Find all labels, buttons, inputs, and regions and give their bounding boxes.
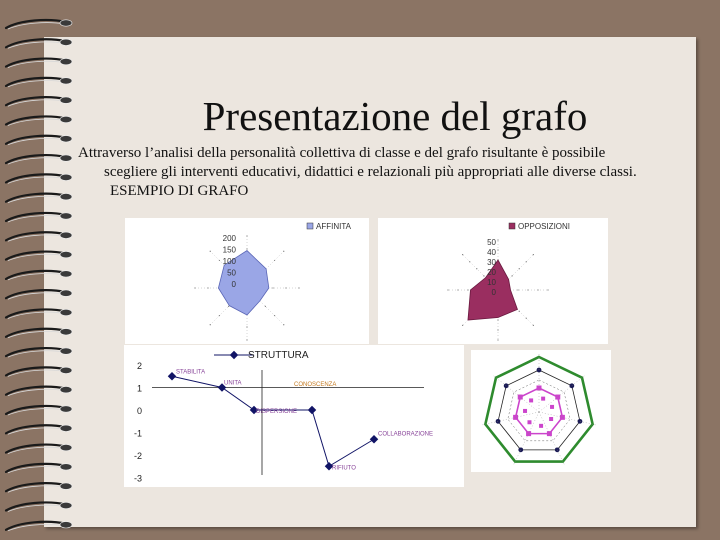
spiral-hole (60, 348, 72, 354)
spiral-hole (60, 174, 72, 180)
opposizioni-tick-label: 30 (487, 258, 496, 267)
spiral-hole (60, 425, 72, 431)
chart-opposizioni-group (447, 238, 548, 341)
spiral-hole (60, 406, 72, 412)
chart-radar-green-panel (471, 350, 611, 472)
spiral-hole (60, 367, 72, 373)
opposizioni-tick-label: 0 (491, 288, 496, 297)
affinita-tick-label: 100 (222, 257, 236, 266)
affinita-tick-label: 200 (222, 234, 236, 243)
spiral-hole (60, 116, 72, 122)
radar-green-core-point (539, 424, 543, 428)
opposizioni-tick-label: 40 (487, 248, 496, 257)
paragraph-line-1: Attraverso l’analisi della personalità collettiva di classe e del grafo risultante è possibile (78, 145, 606, 161)
legend-marker-struttura (230, 351, 238, 359)
radar-green-core-point (523, 409, 527, 413)
struttura-ytick-label: -2 (133, 451, 142, 461)
radar-green-core-point (541, 397, 545, 401)
spiral-hole (60, 136, 72, 142)
opposizioni-grid-dot (517, 289, 518, 290)
chart-affinita (125, 218, 369, 344)
struttura-ytick-label: 0 (136, 406, 142, 416)
paragraph-line-2: scegliere gli interventi educativi, didattici e relazionali più appropriati alle diverse classi. (104, 164, 637, 180)
struttura-point (308, 406, 316, 414)
spiral-hole (60, 78, 72, 84)
spiral-hole (60, 213, 72, 219)
slide-body (78, 144, 688, 201)
struttura-ytick-label: 1 (136, 383, 142, 394)
opposizioni-tick-label: 10 (487, 278, 496, 287)
struttura-point-label: STABILITA (176, 369, 206, 376)
spiral-hole (60, 309, 72, 315)
spiral-hole (60, 502, 72, 508)
affinita-tick-label: 0 (231, 280, 236, 289)
affinita-grid-dot (272, 287, 273, 288)
struttura-point-label: COLLABORAZIONE (378, 431, 434, 438)
spiral-hole (60, 155, 72, 161)
opposizioni-tick-label: 50 (487, 238, 496, 247)
affinita-tick-label: 50 (227, 268, 236, 278)
radar-green-core-point (549, 417, 553, 421)
struttura-ytick-label: -1 (133, 428, 142, 439)
chart-opposizioni-panel (378, 218, 608, 344)
spiral-hole (60, 444, 72, 450)
struttura-point (168, 372, 176, 380)
spiral-hole (60, 290, 72, 296)
struttura-point-label: UNITA (224, 380, 242, 387)
spiral-hole (60, 522, 72, 528)
chart-radar-green-group (482, 354, 595, 464)
chart-struttura-panel (124, 345, 464, 487)
chart-opposizioni (378, 218, 608, 344)
chart-affinita-panel (125, 218, 369, 344)
radar-green-inner-point (513, 415, 518, 420)
spiral-hole (60, 194, 72, 200)
opposizioni-grid-dot (512, 275, 513, 276)
radar-green-core-point (529, 398, 533, 402)
radar-green-core-point (550, 405, 554, 409)
spiral-hole (60, 387, 72, 393)
slide-title: Presentazione del grafo (202, 93, 588, 139)
chart-affinita-group (194, 234, 299, 341)
chart-struttura (124, 345, 464, 487)
opposizioni-grid-dot (533, 254, 534, 255)
spiral-binding (0, 0, 90, 540)
struttura-point-label: CONOSCENZA (294, 381, 337, 388)
spiral-hole (60, 464, 72, 470)
affinita-tick-label: 150 (222, 245, 236, 255)
spiral-hole (60, 58, 72, 64)
radar-green-point (496, 419, 501, 424)
radar-green-inner-point (560, 415, 565, 420)
opposizioni-grid-dot (462, 325, 463, 326)
affinita-grid-dot (228, 306, 229, 307)
spiral-hole (60, 483, 72, 489)
spiral-hole (60, 329, 72, 335)
chart-radar-green (471, 350, 611, 472)
struttura-line (172, 376, 374, 466)
opposizioni-grid-dot (483, 275, 484, 276)
opposizioni-grid-dot (533, 325, 534, 326)
chart-struttura-group (134, 361, 433, 484)
affinita-grid-dot (265, 306, 266, 307)
spiral-hole (60, 232, 72, 238)
opposizioni-grid-dot (462, 254, 463, 255)
legend-swatch-affinita (307, 223, 313, 229)
legend-affinita: AFFINITA (316, 222, 351, 231)
spiral-hole (60, 97, 72, 103)
legend-swatch-opposizioni (509, 223, 515, 229)
struttura-ytick-label: 2 (136, 361, 142, 371)
struttura-point (370, 435, 378, 443)
struttura-ytick-label: -3 (133, 473, 142, 484)
radar-green-core-point (527, 420, 531, 424)
struttura-point-label: RIFIUTO (332, 465, 356, 472)
struttura-point-label: DISPERSIONE (256, 409, 298, 415)
spiral-hole (60, 271, 72, 277)
opposizioni-tick-label: 20 (487, 268, 496, 277)
spiral-hole (60, 20, 72, 26)
legend-opposizioni: OPPOSIZIONI (518, 222, 571, 231)
legend-struttura: STRUTTURA (248, 350, 309, 361)
example-label: ESEMPIO DI GRAFO (110, 183, 249, 199)
spiral-hole (60, 39, 72, 45)
spiral-hole (60, 251, 72, 257)
